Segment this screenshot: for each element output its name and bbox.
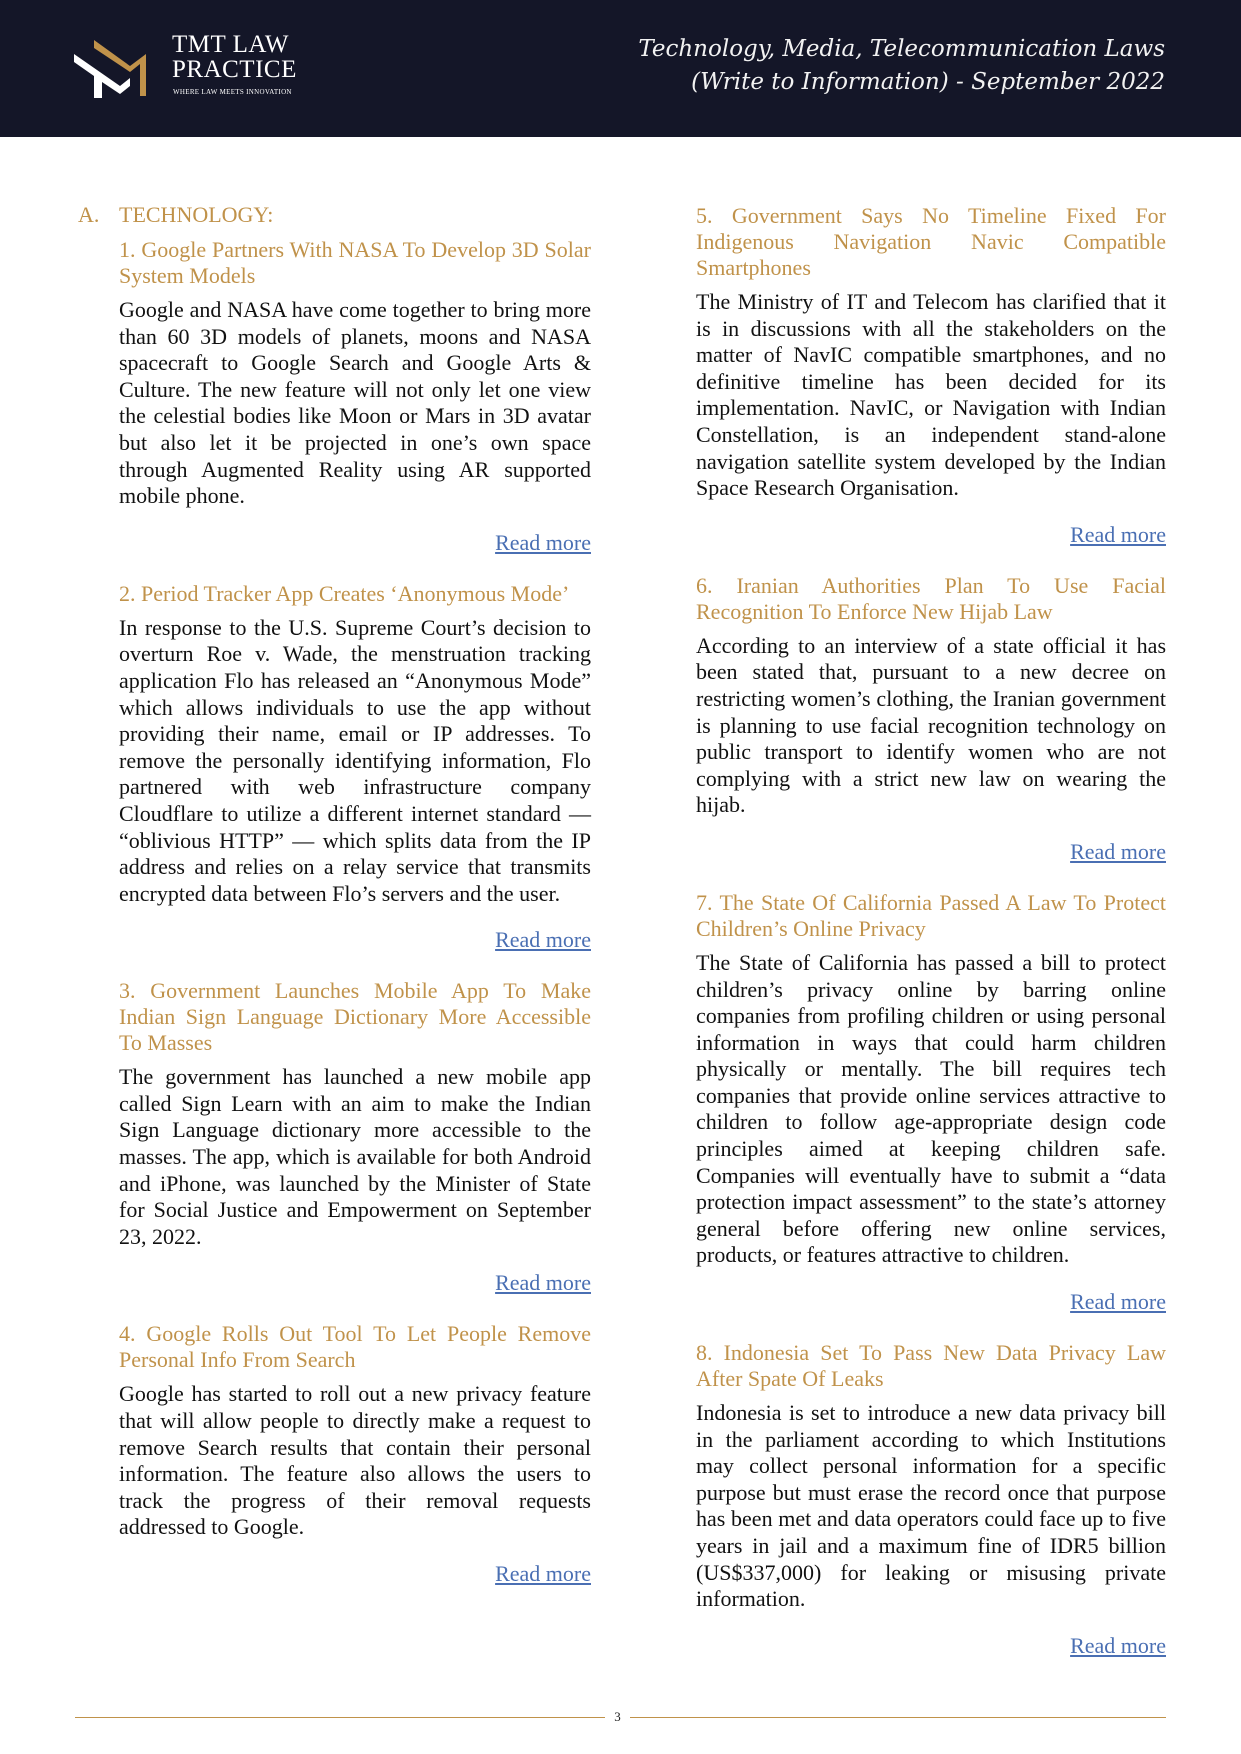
news-item-title: 1. Google Partners With NASA To Develop 3D Solar System Models bbox=[119, 237, 591, 288]
news-item-body: Google has started to roll out a new privacy feature that will allow people to directly make a request to remove Search results that contain their personal information. The feature also allows the users to track the progress of their removal requests addressed to Google. bbox=[119, 1381, 591, 1540]
footer-divider-left bbox=[75, 1717, 605, 1718]
firm-logo bbox=[74, 32, 324, 104]
newsletter-title-line2: (Write to Information) - September 2022 bbox=[691, 69, 1165, 95]
read-more-link[interactable]: Read more bbox=[495, 1270, 591, 1296]
news-item bbox=[119, 581, 591, 954]
news-item-title: 5. Government Says No Timeline Fixed For Indigenous Navigation Navic Compatible Smartphones bbox=[696, 203, 1166, 280]
section-title: TECHNOLOGY: bbox=[119, 202, 274, 227]
news-item bbox=[696, 1340, 1166, 1659]
read-more-link[interactable]: Read more bbox=[495, 1561, 591, 1586]
left-column bbox=[119, 237, 591, 1587]
news-item-body: The State of California has passed a bill to protect children’s privacy online by barring online companies from profiling children or using personal information in ways that could harm children physically or mentally. The bill requires tech companies that provide online services attractive to children to follow age-appropriate design code principles aimed at keeping children safe. Companies will eventually have to submit a “data protection impact assessment” to the state’s attorney general before offering new online services, products, or features attractive to children. bbox=[696, 949, 1166, 1268]
newsletter-title bbox=[638, 33, 1165, 99]
news-item-body: The Ministry of IT and Telecom has clarified that it is in discussions with all the stakeholders on the matter of NavIC compatible smartphones, and no definitive timeline has been decided for its implementation. NavIC, or Navigation with Indian Constellation, is an independent stand-alone navigation satellite system developed by the Indian Space Research Organisation. bbox=[696, 289, 1166, 501]
read-more-link[interactable]: Read more bbox=[1070, 521, 1166, 547]
section-heading bbox=[78, 202, 273, 228]
logo-title-line2: PRACTICE bbox=[172, 56, 297, 83]
news-item-body: In response to the U.S. Supreme Court’s decision to overturn Roe v. Wade, the menstruation tracking application Flo has released an “Anonymous Mode” which allows individuals to use the app without providing their name, email or IP addresses. To remove the personally identifying information, Flo partnered with web infrastructure company Cloudflare to utilize a different internet standard — “oblivious HTTP” — which splits data from the IP address and relies on a relay service that transmits encrypted data between Flo’s servers and the user. bbox=[119, 614, 591, 906]
logo-wordmark bbox=[172, 32, 297, 82]
read-more-link[interactable]: Read more bbox=[1070, 838, 1166, 864]
news-item bbox=[119, 978, 591, 1296]
page-number: 3 bbox=[614, 1709, 621, 1724]
news-item-body: Indonesia is set to introduce a new data privacy bill in the parliament according to which Institutions may collect personal information for a specific purpose but must erase the record once that purpose has been met and data operators could face up to five years in jail and a maximum fine of IDR5 billion (US$337,000) for leaking or misusing private information. bbox=[696, 1400, 1166, 1612]
newsletter-title-line1: Technology, Media, Telecommunication Laws bbox=[638, 36, 1165, 62]
news-item-title: 4. Google Rolls Out Tool To Let People Remove Personal Info From Search bbox=[119, 1321, 591, 1373]
read-more-link[interactable]: Read more bbox=[495, 927, 591, 953]
news-item bbox=[696, 203, 1166, 548]
news-item bbox=[696, 573, 1166, 865]
news-item-title: 8. Indonesia Set To Pass New Data Privacy Law After Spate Of Leaks bbox=[696, 1340, 1166, 1392]
tm-monogram-icon bbox=[74, 36, 164, 98]
section-letter: A. bbox=[78, 202, 100, 227]
news-item-title: 6. Iranian Authorities Plan To Use Facial Recognition To Enforce New Hijab Law bbox=[696, 572, 1166, 624]
news-item-body: Google and NASA have come together to bring more than 60 3D models of planets, moons and NASA spacecraft to Google Search and Google Arts & Culture. The new feature will not only let one view the celestial bodies like Moon or Mars in 3D avatar but also let it be projected in one’s own space through Augmented Reality using AR supported mobile phone. bbox=[119, 297, 591, 509]
news-item bbox=[696, 890, 1166, 1315]
news-item-title: 3. Government Launches Mobile App To Make Indian Sign Language Dictionary More Accessible To Masses bbox=[119, 978, 591, 1056]
right-column bbox=[696, 203, 1166, 1659]
news-item bbox=[119, 1321, 591, 1587]
news-item-title: 2. Period Tracker App Creates ‘Anonymous Mode’ bbox=[119, 580, 570, 606]
news-item-body: According to an interview of a state official it has been stated that, pursuant to a new decree on restricting women’s clothing, the Iranian government is planning to use facial recognition technology on public transport to identify women who are not complying with a strict new law on wearing the hijab. bbox=[696, 632, 1166, 818]
read-more-link[interactable]: Read more bbox=[1070, 1289, 1166, 1315]
logo-title-line1: TMT LAW bbox=[172, 31, 289, 58]
read-more-link[interactable]: Read more bbox=[1070, 1632, 1166, 1658]
news-item bbox=[119, 237, 591, 556]
news-item-body: The government has launched a new mobile app called Sign Learn with an aim to make the Indian Sign Language dictionary more accessible to the masses. The app, which is available for both Android and iPhone, was launched by the Minister of State for Social Justice and Empowerment on September 23, 2022. bbox=[119, 1064, 591, 1249]
news-item-title: 7. The State Of California Passed A Law To Protect Children’s Online Privacy bbox=[696, 889, 1166, 941]
logo-tagline: WHERE LAW MEETS INNOVATION bbox=[173, 88, 292, 96]
read-more-link[interactable]: Read more bbox=[495, 529, 591, 555]
footer-divider-right bbox=[630, 1717, 1166, 1718]
page-header bbox=[0, 0, 1241, 137]
